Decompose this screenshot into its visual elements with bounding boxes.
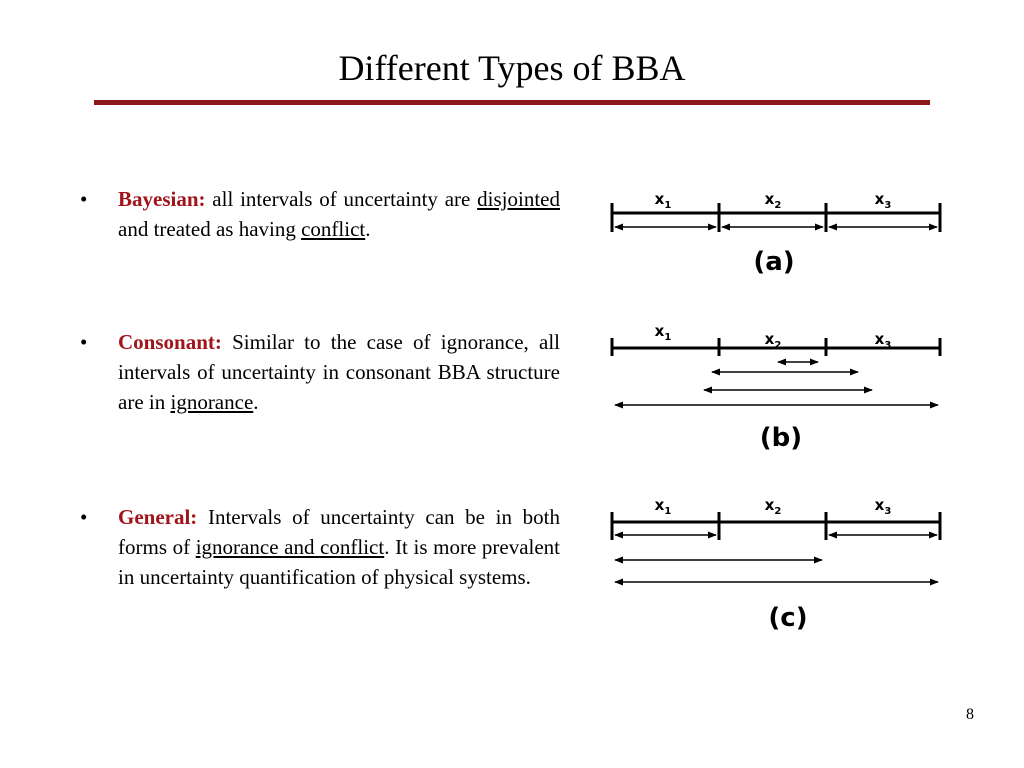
bullet-term: General: [118, 505, 198, 529]
figure-c-general-intervals [600, 492, 960, 638]
bullet-text: Similar to the case of ignorance, all intervals of uncertainty in consonant BBA structure are in [118, 330, 560, 414]
interval-label-x2: $x_2$ [764, 190, 782, 211]
figure-caption-b: (b) [759, 423, 803, 453]
bullet-text: Intervals of uncertainty can be in both forms of [118, 505, 560, 559]
figure-caption-c: (c) [768, 603, 808, 633]
figure-a-bayesian-intervals [600, 180, 960, 280]
bullet-underlined-text: conflict [301, 217, 366, 241]
interval-label-x1: $x_1$ [654, 322, 672, 343]
bullet-term: Consonant: [118, 330, 222, 354]
title-underline [94, 100, 930, 105]
interval-label-x1: $x_1$ [654, 496, 672, 517]
bullet-text: . [253, 390, 259, 414]
bullet-underlined-text: ignorance [170, 390, 254, 414]
bullet-marker: • [80, 330, 88, 354]
bullet-general [80, 502, 560, 592]
bullet-underlined-text: ignorance and conflict [195, 535, 385, 559]
bullet-body [118, 502, 560, 592]
interval-label-x2: $x_2$ [764, 330, 782, 351]
bullet-bayesian [80, 184, 560, 244]
bullet-marker: • [80, 187, 88, 211]
interval-label-x2: $x_2$ [764, 496, 782, 517]
bullet-underlined-text: disjointed [477, 187, 560, 211]
bullet-consonant [80, 327, 560, 417]
bullet-text: . It is more prevalent in uncertainty quantification of physical systems. [118, 535, 561, 589]
bullet-term: Bayesian: [118, 187, 206, 211]
bullet-body [118, 184, 560, 244]
figure-b-consonant-intervals [600, 314, 960, 454]
bullet-text: . [365, 217, 371, 241]
slide-title: Different Types of BBA [338, 48, 686, 88]
interval-label-x3: $x_3$ [874, 190, 892, 211]
bullet-text: and treated as having [118, 217, 302, 241]
figure-caption-a: (a) [753, 247, 795, 277]
interval-label-x3: $x_3$ [874, 330, 892, 351]
interval-label-x1: $x_1$ [654, 190, 672, 211]
bullet-marker: • [80, 505, 88, 529]
page-number: 8 [966, 706, 974, 723]
bullet-body [118, 327, 560, 417]
bullet-text: all intervals of uncertainty are [205, 187, 478, 211]
interval-label-x3: $x_3$ [874, 496, 892, 517]
